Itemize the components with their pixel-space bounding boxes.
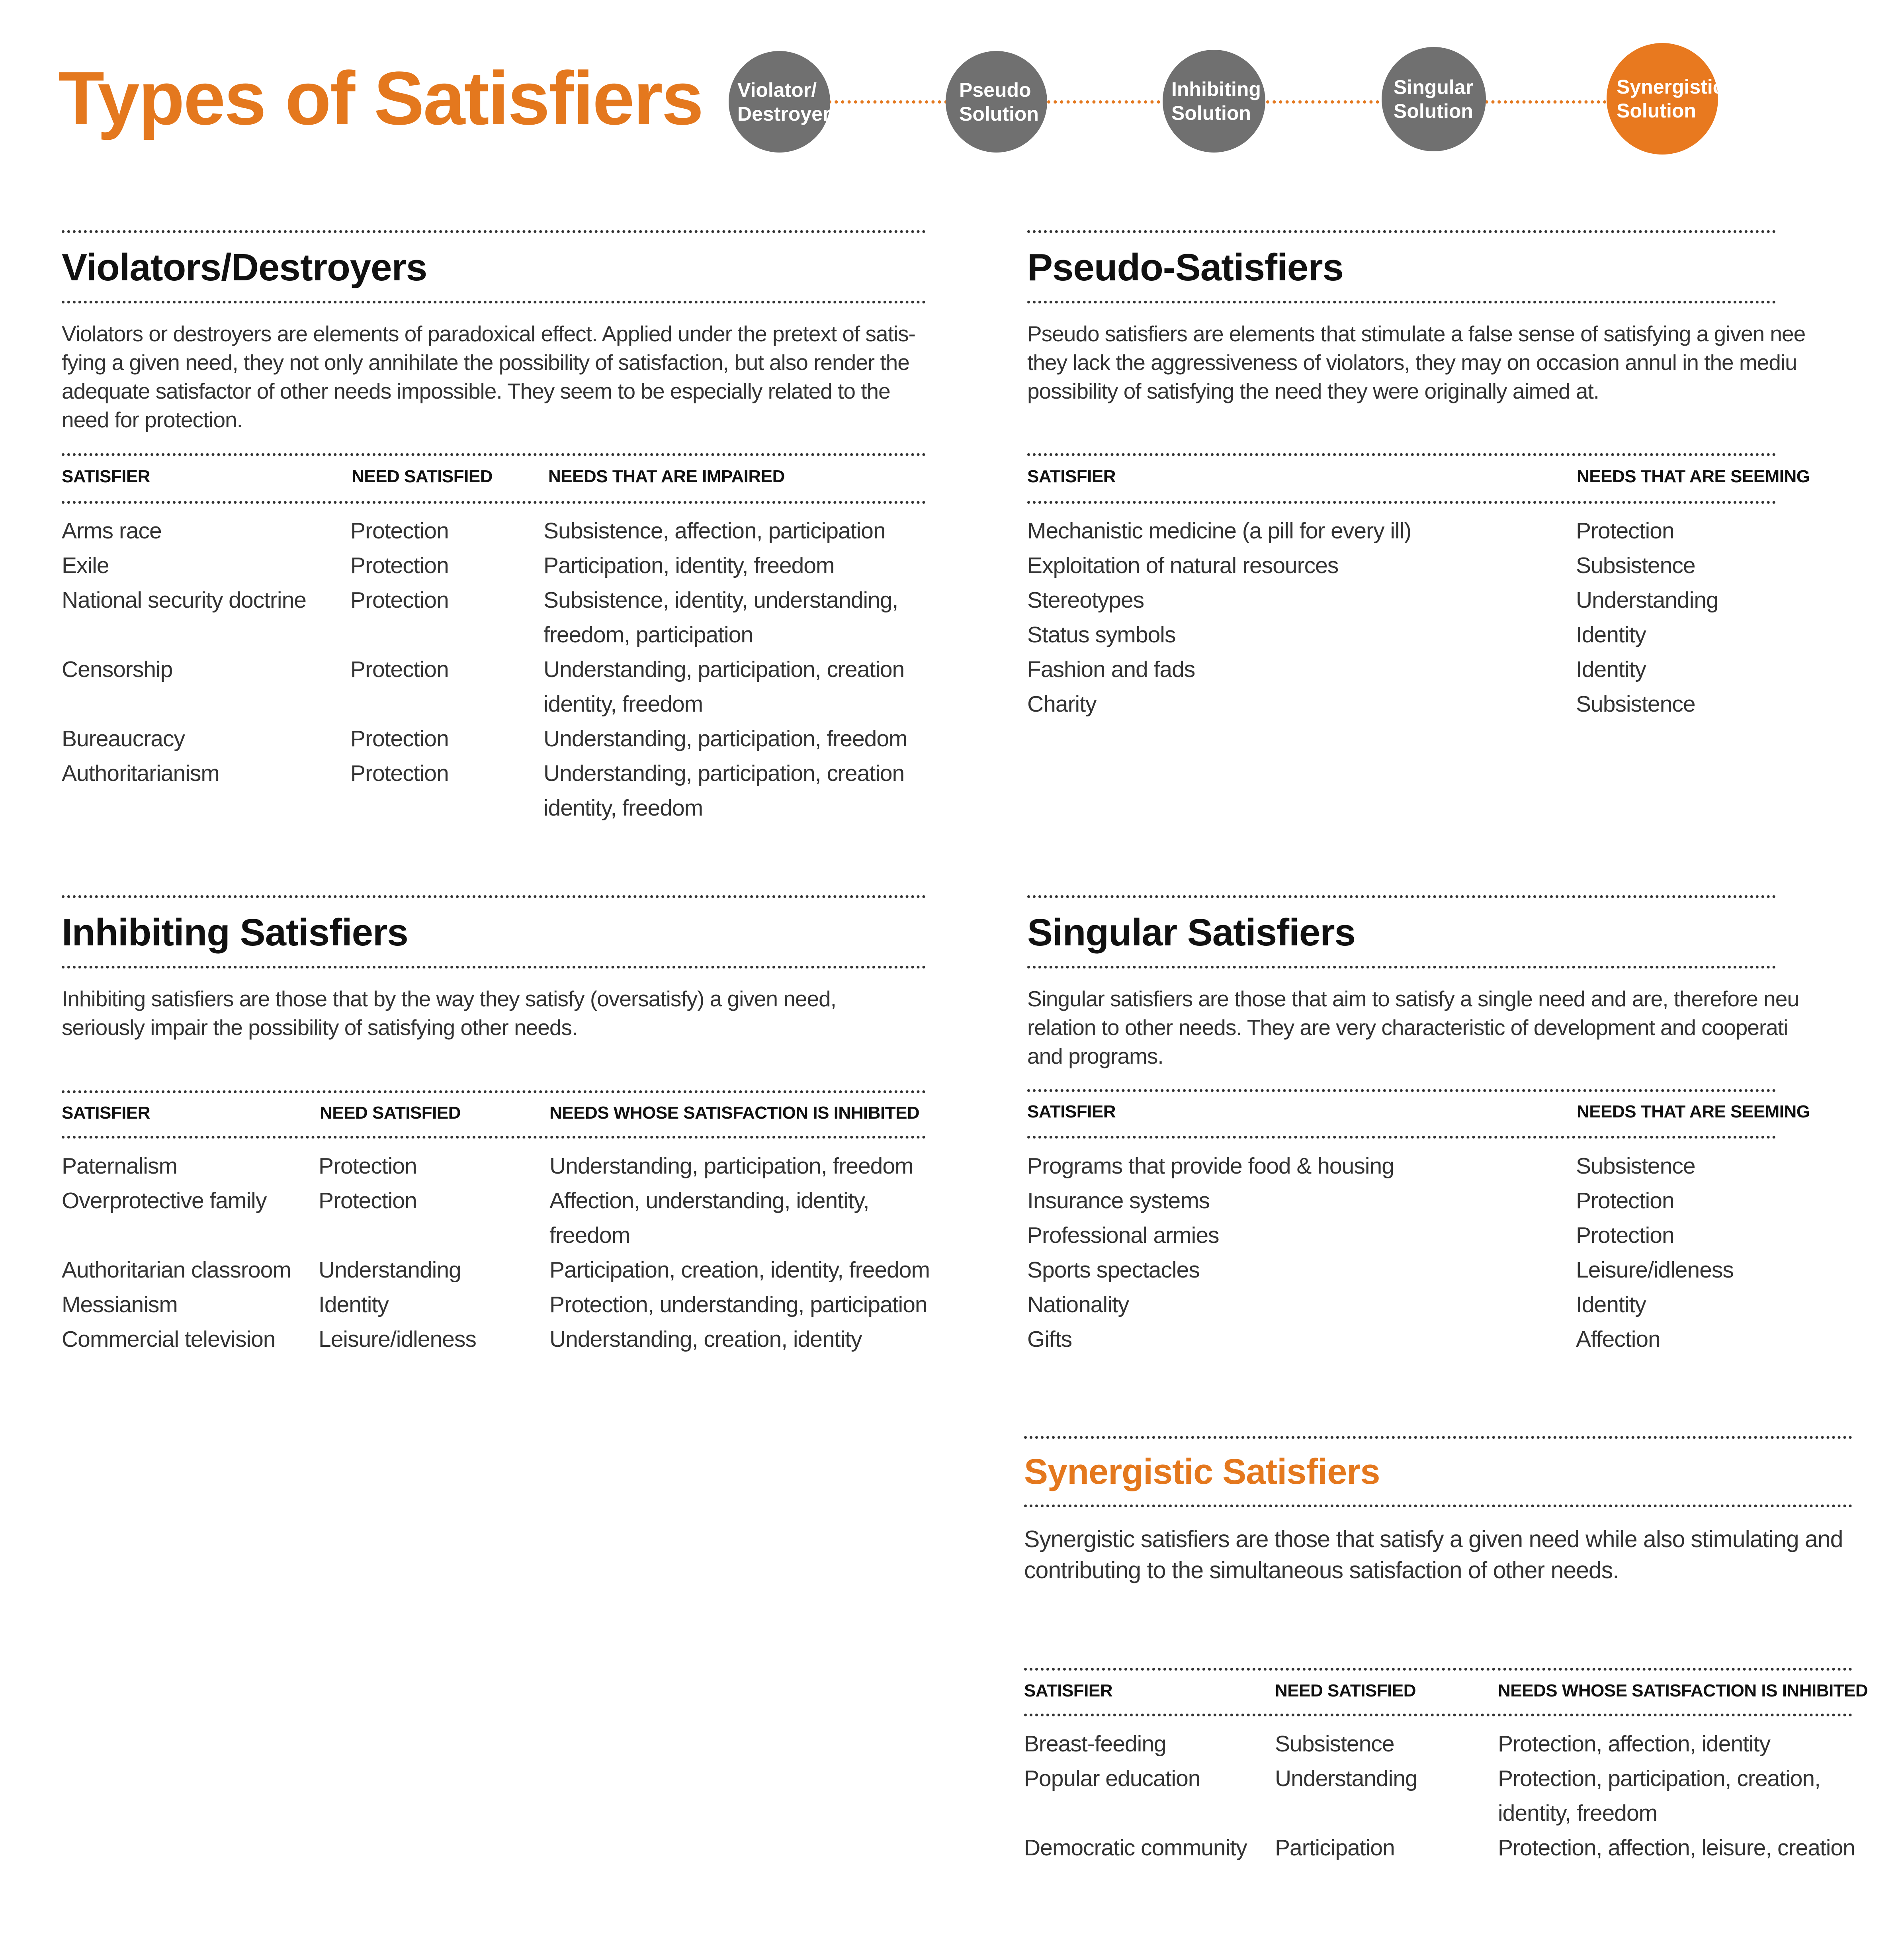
section-description-line: Pseudo satisfiers are elements that stimulate a false sense of satisfying a given nee [1027, 321, 1806, 346]
satisfier-cell: Gifts [1027, 1327, 1072, 1352]
table-row [62, 1322, 926, 1357]
satisfier-cell: Insurance systems [1027, 1188, 1210, 1213]
table-row [1027, 514, 1776, 548]
need-seeming-cell: Subsistence [1576, 1153, 1695, 1179]
table-row [1027, 583, 1776, 618]
needs-impaired-cell: freedom, participation [543, 622, 753, 648]
column-header-satisfier: SATISFIER [1024, 1681, 1113, 1700]
need-satisfied-cell: Protection [350, 587, 449, 613]
flow-node-singular [1382, 47, 1486, 151]
satisfier-table [1024, 1727, 1855, 1865]
column-header-needs-inhibited: NEEDS WHOSE SATISFACTION IS INHIBITED [549, 1103, 920, 1123]
section-description-line: they lack the aggressiveness of violators, they may on occasion annul in the mediu [1027, 350, 1797, 375]
satisfier-cell: Authoritarianism [62, 761, 219, 786]
table-row [62, 1253, 930, 1287]
column-header-need-satisfied: NEED SATISFIED [320, 1103, 461, 1123]
satisfier-cell: Exploitation of natural resources [1027, 553, 1339, 578]
table-row [62, 722, 926, 756]
need-satisfied-cell: Protection [350, 761, 449, 786]
satisfier-cell: Popular education [1024, 1766, 1200, 1791]
divider [1024, 1668, 1852, 1671]
needs-inhibited-cell: Protection, understanding, participation [549, 1292, 927, 1317]
needs-inhibited-cell: freedom [549, 1223, 630, 1248]
section-title: Violators/Destroyers [62, 246, 427, 289]
satisfier-cell: National security doctrine [62, 587, 306, 613]
divider [62, 1136, 926, 1139]
table-row [62, 1287, 926, 1322]
need-seeming-cell: Leisure/idleness [1576, 1257, 1734, 1283]
divider [1027, 301, 1776, 303]
section-singular [1027, 892, 1810, 1382]
needs-impaired-cell: identity, freedom [543, 795, 703, 821]
table-row [62, 756, 926, 826]
needs-impaired-cell: Subsistence, identity, understanding, [543, 587, 898, 613]
satisfier-cell: Breast-feeding [1024, 1731, 1166, 1757]
need-seeming-cell: Protection [1576, 1223, 1674, 1248]
section-description-line: relation to other needs. They are very characteristic of development and cooperati [1027, 1015, 1788, 1040]
need-seeming-cell: Identity [1576, 657, 1646, 682]
table-row [1027, 1287, 1776, 1322]
divider [1024, 1505, 1852, 1507]
divider [1027, 1136, 1776, 1139]
table-row [62, 652, 926, 722]
table-row [1027, 1184, 1776, 1218]
section-description-line: possibility of satisfying the need they were originally aimed at. [1027, 379, 1599, 403]
flow-node-violator [729, 51, 830, 153]
flow-node-label: Inhibiting Solution [1171, 78, 1261, 124]
column-header-satisfier: SATISFIER [1027, 467, 1116, 486]
needs-impaired-cell: Understanding, participation, freedom [543, 726, 907, 751]
satisfier-cell: Exile [62, 553, 109, 578]
needs-impaired-cell: identity, freedom [543, 691, 703, 717]
satisfier-cell: Democratic community [1024, 1835, 1247, 1861]
satisfier-cell: Authoritarian classroom [62, 1257, 291, 1283]
satisfier-cell: Arms race [62, 518, 162, 544]
table-row [1027, 1253, 1776, 1287]
flow-node-label: Singular Solution [1394, 76, 1474, 122]
satisfier-cell: Messianism [62, 1292, 178, 1317]
need-seeming-cell: Understanding [1576, 587, 1718, 613]
table-row [62, 583, 926, 652]
need-satisfied-cell: Understanding [1275, 1766, 1417, 1791]
flow-connector [828, 100, 948, 104]
need-satisfied-cell: Identity [319, 1292, 389, 1317]
needs-impaired-cell: Subsistence, affection, participation [543, 518, 886, 544]
section-inhibiting [62, 892, 930, 1382]
column-header-satisfier: SATISFIER [1027, 1102, 1116, 1121]
satisfier-cell: Paternalism [62, 1153, 177, 1179]
table-row [1024, 1727, 1852, 1761]
table-row [1027, 1218, 1776, 1253]
divider [1024, 1714, 1852, 1716]
table-row [1024, 1761, 1852, 1831]
satisfier-cell: Commercial television [62, 1327, 276, 1352]
section-title: Singular Satisfiers [1027, 911, 1355, 954]
divider [62, 501, 926, 504]
section-title: Synergistic Satisfiers [1024, 1452, 1380, 1492]
section-description: Violators or destroyers are elements of paradoxical effect. Applied under the pretext of satis-fying a given need, they not only annihilate the possibility of satisfaction, but also render the adequate satisfactor of other needs impossible. They seem to be especially related to the need for protection. [62, 321, 915, 432]
flow-node-label: Pseudo Solution [959, 78, 1039, 125]
need-satisfied-cell: Leisure/idleness [319, 1327, 476, 1352]
satisfier-table [1027, 1149, 1776, 1357]
need-seeming-cell: Affection [1576, 1327, 1660, 1352]
divider [1027, 1089, 1776, 1092]
section-description-line: and programs. [1027, 1044, 1163, 1068]
satisfier-cell: Stereotypes [1027, 587, 1144, 613]
satisfier-cell: Fashion and fads [1027, 657, 1195, 682]
need-satisfied-cell: Protection [350, 553, 449, 578]
satisfier-table [62, 1149, 930, 1357]
satisfier-cell: Overprotective family [62, 1188, 267, 1213]
table-row [62, 1184, 926, 1253]
column-header-needs-inhibited: NEEDS WHOSE SATISFACTION IS INHIBITED [1498, 1681, 1868, 1700]
divider [1027, 230, 1776, 233]
column-header-satisfier: SATISFIER [62, 1103, 151, 1123]
satisfier-cell: Programs that provide food & housing [1027, 1153, 1394, 1179]
need-seeming-cell: Protection [1576, 1188, 1674, 1213]
needs-inhibited-cell: Affection, understanding, identity, [549, 1188, 869, 1213]
column-header-needs-seeming: NEEDS THAT ARE SEEMING [1577, 1102, 1810, 1121]
flow-node-label: Synergistic Solution [1617, 76, 1724, 122]
table-row [1024, 1831, 1855, 1865]
needs-inhibited-cell: Understanding, participation, freedom [549, 1153, 913, 1179]
need-seeming-cell: Protection [1576, 518, 1674, 544]
section-title: Inhibiting Satisfiers [62, 911, 408, 954]
need-satisfied-cell: Protection [350, 657, 449, 682]
divider [62, 1090, 926, 1093]
page-title: Types of Satisfiers [58, 56, 703, 141]
table-row [62, 548, 926, 583]
needs-inhibited-cell: identity, freedom [1498, 1800, 1658, 1826]
divider [1027, 501, 1776, 504]
needs-inhibited-cell: Protection, affection, leisure, creation [1498, 1835, 1855, 1861]
needs-inhibited-cell: Understanding, creation, identity [549, 1327, 862, 1352]
need-seeming-cell: Identity [1576, 622, 1646, 648]
divider [1024, 1436, 1852, 1439]
section-violators [62, 227, 926, 840]
need-seeming-cell: Subsistence [1576, 553, 1695, 578]
divider [1027, 895, 1776, 898]
needs-inhibited-cell: Protection, participation, creation, [1498, 1766, 1820, 1791]
need-seeming-cell: Subsistence [1576, 691, 1695, 717]
satisfier-cell: Censorship [62, 657, 173, 682]
section-synergistic [1024, 1433, 1868, 1879]
table-row [62, 514, 926, 548]
need-satisfied-cell: Protection [319, 1153, 417, 1179]
flow-connector [1047, 100, 1167, 104]
divider [62, 453, 926, 456]
flow-connector [1485, 100, 1613, 104]
column-header-needs-seeming: NEEDS THAT ARE SEEMING [1577, 467, 1810, 486]
table-row [1027, 1322, 1776, 1357]
need-satisfied-cell: Protection [350, 726, 449, 751]
table-row [1027, 1149, 1776, 1184]
section-title: Pseudo-Satisfiers [1027, 246, 1343, 289]
section-description: Synergistic satisfiers are those that satisfy a given need while also stimulating and contributing to the simultaneous satisfaction of other needs. [1024, 1526, 1843, 1583]
column-header-need-satisfied: NEED SATISFIED [352, 467, 493, 486]
divider [1027, 453, 1776, 456]
need-seeming-cell: Identity [1576, 1292, 1646, 1317]
satisfier-cell: Mechanistic medicine (a pill for every ill) [1027, 518, 1411, 544]
needs-inhibited-cell: Protection, affection, identity [1498, 1731, 1771, 1757]
need-satisfied-cell: Protection [319, 1188, 417, 1213]
satisfier-cell: Charity [1027, 691, 1097, 717]
column-header-needs-impaired: NEEDS THAT ARE IMPAIRED [548, 467, 785, 486]
table-row [1027, 687, 1776, 722]
satisfier-cell: Bureaucracy [62, 726, 185, 751]
needs-inhibited-cell: Participation, creation, identity, freedom [549, 1257, 930, 1283]
need-satisfied-cell: Subsistence [1275, 1731, 1394, 1757]
table-row [1027, 618, 1776, 652]
table-row [1027, 548, 1776, 583]
column-header-need-satisfied: NEED SATISFIED [1275, 1681, 1416, 1700]
satisfier-table [62, 514, 926, 826]
satisfier-type-flow [0, 0, 1904, 167]
flow-node-pseudo [946, 51, 1047, 153]
section-description-line: Singular satisfiers are those that aim to satisfy a single need and are, therefore neu [1027, 986, 1799, 1011]
needs-impaired-cell: Understanding, participation, creation [543, 657, 905, 682]
need-satisfied-cell: Understanding [319, 1257, 461, 1283]
table-row [62, 1149, 926, 1184]
divider [62, 895, 926, 898]
section-description: Inhibiting satisfiers are those that by the way they satisfy (oversatisfy) a given need, seriously impair the possibility of satisfying other needs. [62, 986, 836, 1040]
divider [62, 301, 926, 303]
satisfier-cell: Nationality [1027, 1292, 1129, 1317]
flow-connector [1266, 100, 1386, 104]
divider [62, 230, 926, 233]
needs-impaired-cell: Understanding, participation, creation [543, 761, 905, 786]
flow-node-synergistic [1607, 43, 1724, 155]
section-pseudo [1027, 227, 1810, 745]
satisfier-cell: Sports spectacles [1027, 1257, 1200, 1283]
satisfier-table [1027, 514, 1776, 722]
satisfier-cell: Status symbols [1027, 622, 1176, 648]
needs-impaired-cell: Participation, identity, freedom [543, 553, 835, 578]
table-row [1027, 652, 1776, 687]
divider [1027, 966, 1776, 968]
flow-node-label: Violator/ Destroyer [737, 78, 831, 125]
satisfier-cell: Professional armies [1027, 1223, 1219, 1248]
column-header-satisfier: SATISFIER [62, 467, 151, 486]
need-satisfied-cell: Participation [1275, 1835, 1395, 1861]
flow-node-inhibiting [1163, 50, 1265, 153]
divider [62, 966, 926, 968]
need-satisfied-cell: Protection [350, 518, 449, 544]
